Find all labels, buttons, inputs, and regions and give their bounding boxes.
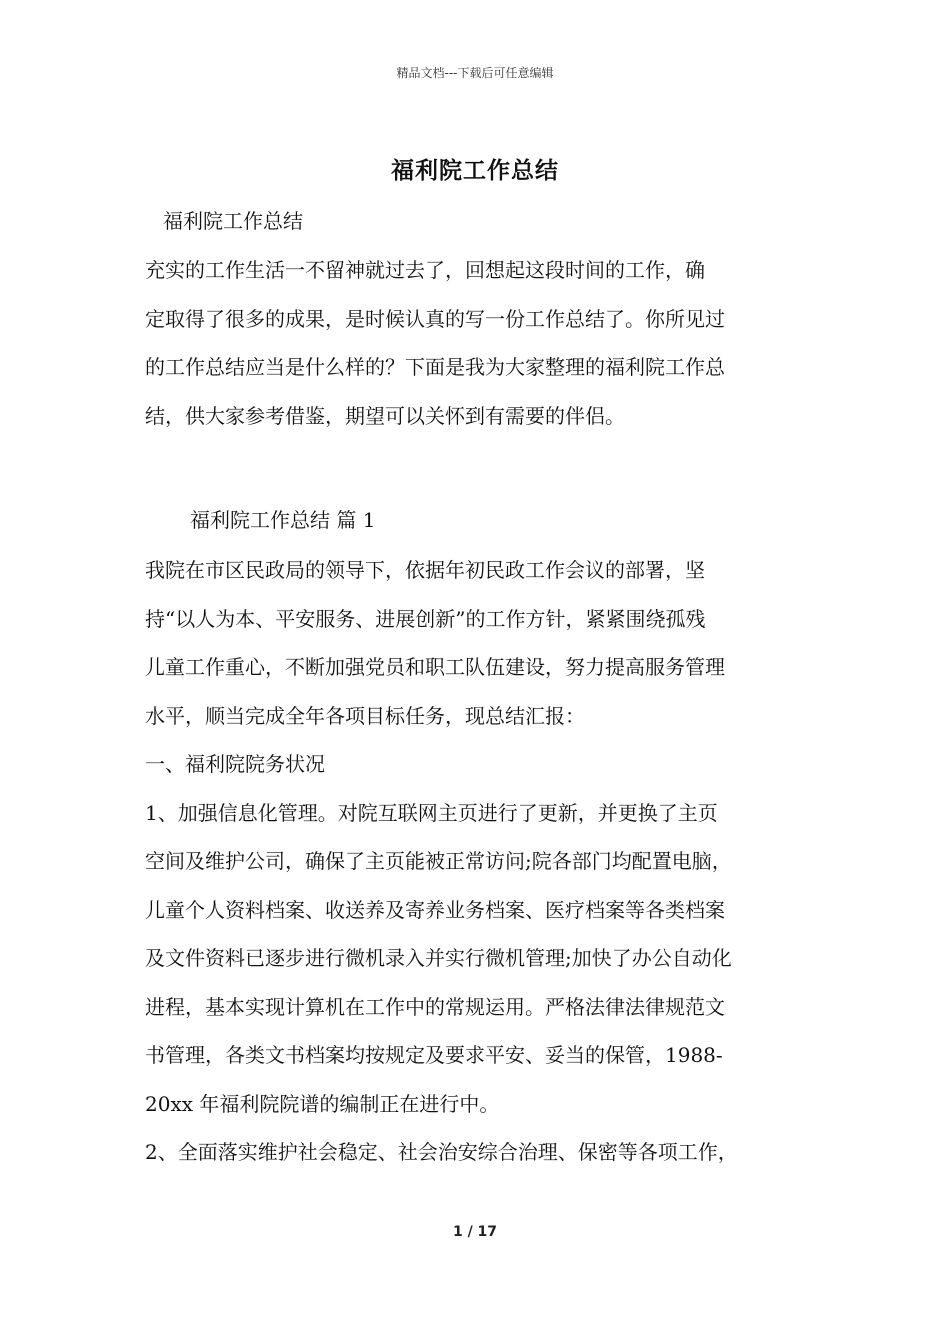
- page-header: 精品文档---下载后可任意编辑: [396, 66, 554, 80]
- subtitle-line: 福利院工作总结: [163, 209, 303, 233]
- section-heading: [190, 496, 852, 545]
- text-line: 儿童工作重心，不断加强党员和职工队伍建设，努力提高服务管理: [145, 655, 725, 679]
- text-line: 定取得了很多的成果，是时候认真的写一份工作总结了。你所见过: [145, 306, 725, 331]
- text-line: 空间及维护公司，确保了主页能被正常访问;院各部门均配置电脑，: [145, 849, 732, 873]
- text-line: 20xx 年福利院院谱的编制正在进行中。: [145, 1091, 500, 1116]
- section-heading-text: 福利院工作总结 篇 1: [190, 508, 376, 532]
- text-line: 儿童个人资料档案、收送养及寄养业务档案、医疗档案等各类档案: [145, 897, 725, 922]
- intro-paragraph: [145, 246, 807, 440]
- body-text: [145, 546, 807, 1177]
- text-line: 进程，基本实现计算机在工作中的常规运用。严格法律法律规范文: [145, 994, 725, 1019]
- text-line: 1、加强信息化管理。对院互联网主页进行了更新，并更换了主页: [145, 800, 718, 825]
- subtitle: [163, 197, 825, 246]
- text-line: 2、全面落实维护社会稳定、社会治安综合治理、保密等各项工作，: [145, 1140, 738, 1164]
- text-line: 的工作总结应当是什么样的？下面是我为大家整理的福利院工作总: [145, 355, 725, 379]
- document-title: 福利院工作总结: [391, 157, 559, 184]
- text-line: 持“以人为本、平安服务、进展创新”的工作方针，紧紧围绕孤残: [145, 606, 706, 631]
- text-line: 充实的工作生活一不留神就过去了，回想起这段时间的工作，确: [145, 258, 705, 282]
- text-line: 及文件资料已逐步进行微机录入并实行微机管理;加快了办公自动化: [145, 946, 732, 970]
- text-line: 书管理，各类文书档案均按规定及要求平安、妥当的保管，1988-: [145, 1043, 723, 1067]
- text-line: 我院在市区民政局的领导下，依据年初民政工作会议的部署，坚: [145, 558, 705, 582]
- text-line: 一、福利院院务状况: [145, 752, 325, 776]
- text-line: 结，供大家参考借鉴，期望可以关怀到有需要的伴侣。: [145, 403, 625, 428]
- text-line: 水平，顺当完成全年各项目标任务，现总结汇报：: [145, 703, 585, 728]
- page-number: 1 / 17: [452, 1224, 498, 1240]
